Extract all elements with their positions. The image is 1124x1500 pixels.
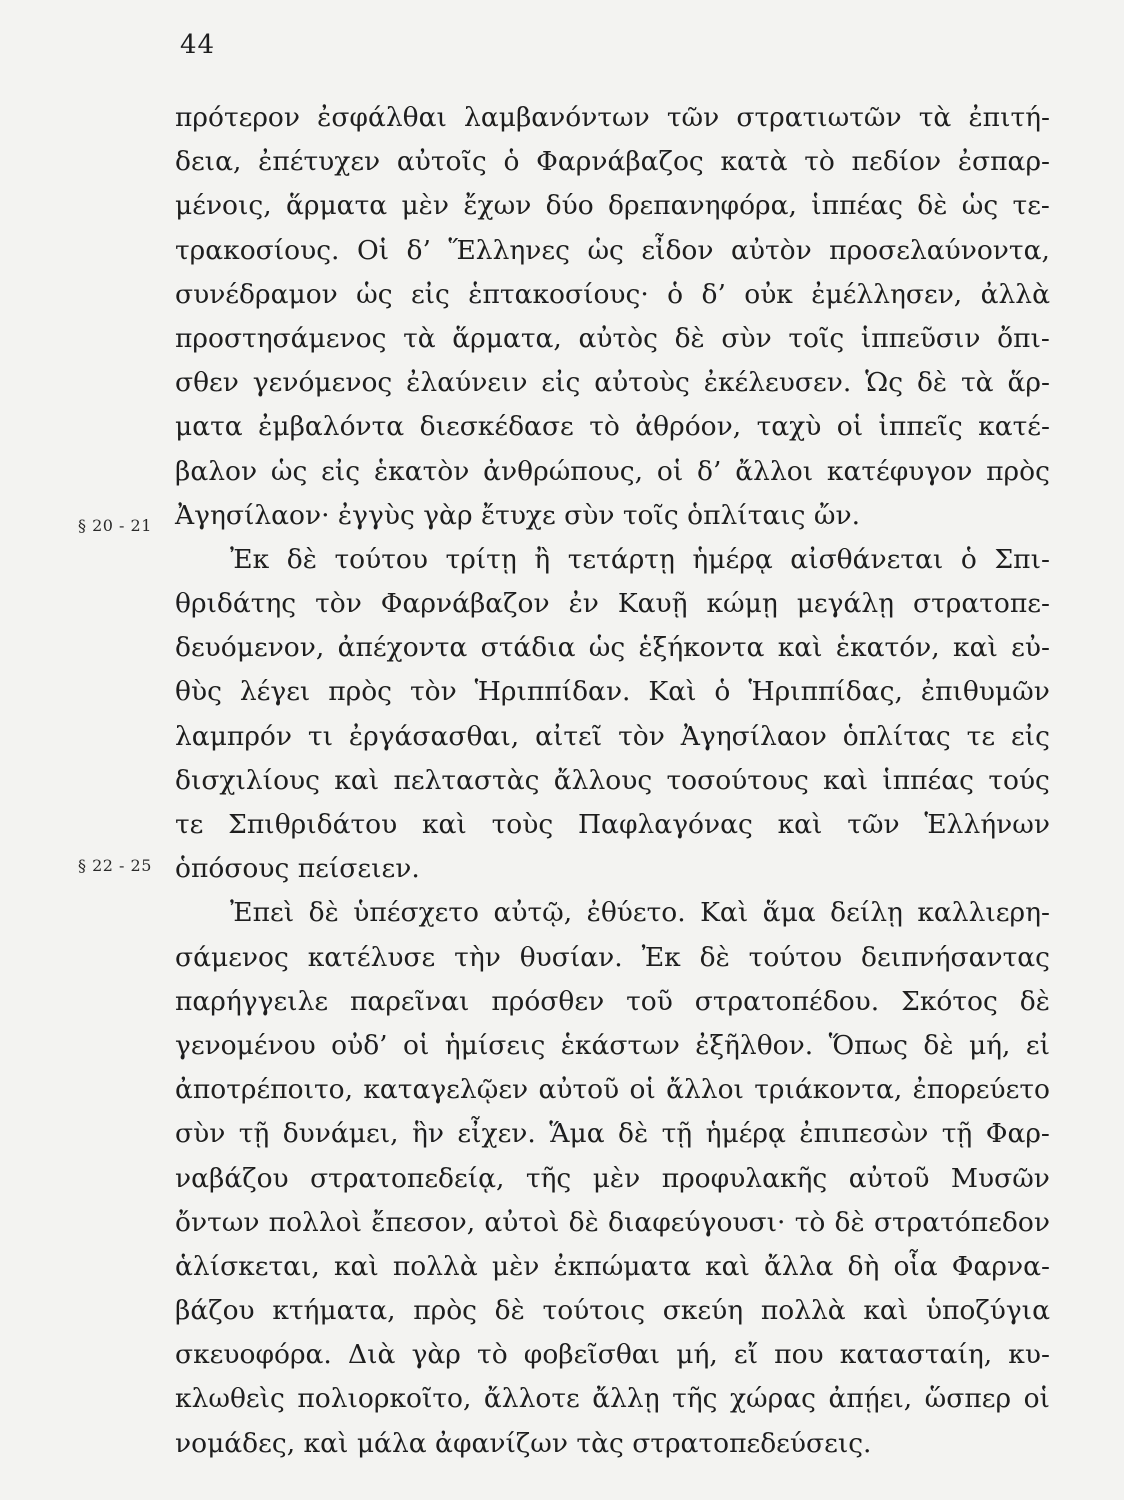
body-text <box>175 96 1050 1466</box>
text-line: Ἐπεὶ δὲ ὑπέσχετο αὐτῷ, ἐθύετο. Καὶ ἅμα δείλῃ καλλιερη- <box>230 897 1050 929</box>
margin-note-section-22-25: § 22 - 25 <box>78 856 152 875</box>
text-line: τρακοσίους. Οἱ δ’ Ἕλληνες ὡς εἶδον αὐτὸν προσελαύνοντα, <box>175 234 1050 266</box>
text-line: μένοις, ἅρματα μὲν ἔχων δύο δρεπανηφόρα, ἱππέας δὲ ὡς τε- <box>175 190 1050 222</box>
text-line: ναβάζου στρατοπεδείᾳ, τῆς μὲν προφυλακῆς αὐτοῦ Μυσῶν <box>175 1162 1050 1194</box>
text-line: παρήγγειλε παρεῖναι πρόσθεν τοῦ στρατοπέδου. Σκότος δὲ <box>175 985 1050 1017</box>
text-line: σθεν γενόμενος ἐλαύνειν εἰς αὐτοὺς ἐκέλευσεν. Ὡς δὲ τὰ ἅρ- <box>175 367 1050 399</box>
text-line: σὺν τῇ δυνάμει, ἣν εἶχεν. Ἅμα δὲ τῇ ἡμέρᾳ ἐπιπεσὼν τῇ Φαρ- <box>175 1118 1050 1150</box>
text-line: ἀποτρέποιτο, καταγελῷεν αὐτοῦ οἱ ἄλλοι τριάκοντα, ἐπορεύετο <box>175 1074 1050 1106</box>
page-number: 44 <box>180 30 216 60</box>
text-line: Ἀγησίλαον· ἐγγὺς γὰρ ἔτυχε σὺν τοῖς ὁπλίταις ὤν. <box>175 499 861 531</box>
text-line: ὄντων πολλοὶ ἔπεσον, αὐτοὶ δὲ διαφεύγουσι· τὸ δὲ στρατόπεδον <box>175 1206 1050 1238</box>
text-line: συνέδραμον ὡς εἰς ἑπτακοσίους· ὁ δ’ οὐκ ἐμέλλησεν, ἀλλὰ <box>175 278 1050 310</box>
text-line: σάμενος κατέλυσε τὴν θυσίαν. Ἐκ δὲ τούτου δειπνήσαντας <box>175 941 1050 973</box>
text-line: τε Σπιθριδάτου καὶ τοὺς Παφλαγόνας καὶ τῶν Ἑλλήνων <box>175 809 1050 840</box>
text-line: θὺς λέγει πρὸς τὸν Ἡριππίδαν. Καὶ ὁ Ἡριππίδας, ἐπιθυμῶν <box>175 676 1050 708</box>
margin-note-section-20-21: § 20 - 21 <box>78 516 152 535</box>
text-line: βάζου κτήματα, πρὸς δὲ τούτοις σκεύη πολλὰ καὶ ὑποζύγια <box>175 1295 1050 1327</box>
text-line: ὁπόσους πείσειεν. <box>175 853 420 885</box>
text-line: ἁλίσκεται, καὶ πολλὰ μὲν ἐκπώματα καὶ ἄλλα δὴ οἷα Φαρνα- <box>175 1250 1050 1282</box>
text-line: κλωθεὶς πολιορκοῖτο, ἄλλοτε ἄλλῃ τῆς χώρας ἀπῄει, ὥσπερ οἱ <box>175 1383 1050 1415</box>
text-line: δευόμενον, ἀπέχοντα στάδια ὡς ἑξήκοντα καὶ ἑκατόν, καὶ εὐ- <box>175 632 1050 664</box>
text-line: βαλον ὡς εἰς ἑκατὸν ἀνθρώπους, οἱ δ’ ἄλλοι κατέφυγον πρὸς <box>175 455 1050 487</box>
text-line: γενομένου οὐδ’ οἱ ἡμίσεις ἑκάστων ἐξῆλθον. Ὅπως δὲ μή, εἰ <box>175 1029 1050 1061</box>
text-line: δεια, ἐπέτυχεν αὐτοῖς ὁ Φαρνάβαζος κατὰ τὸ πεδίον ἐσπαρ- <box>175 146 1050 178</box>
text-line: νομάδες, καὶ μάλα ἀφανίζων τὰς στρατοπεδεύσεις. <box>175 1427 872 1459</box>
text-line: δισχιλίους καὶ πελταστὰς ἄλλους τοσούτους καὶ ἱππέας τούς <box>175 764 1050 796</box>
text-line: Ἐκ δὲ τούτου τρίτῃ ἢ τετάρτῃ ἡμέρᾳ αἰσθάνεται ὁ Σπι- <box>230 543 1050 575</box>
text-line: προστησάμενος τὰ ἅρματα, αὐτὸς δὲ σὺν τοῖς ἱππεῦσιν ὄπι- <box>175 322 1050 354</box>
text-line: λαμπρόν τι ἐργάσασθαι, αἰτεῖ τὸν Ἀγησίλαον ὁπλίτας τε εἰς <box>175 720 1050 752</box>
text-line: πρότερον ἐσφάλθαι λαμβανόντων τῶν στρατιωτῶν τὰ ἐπιτή- <box>175 102 1050 133</box>
text-line: ματα ἐμβαλόντα διεσκέδασε τὸ ἀθρόον, ταχὺ οἱ ἱππεῖς κατέ- <box>175 411 1050 443</box>
text-line: σκευοφόρα. Διὰ γὰρ τὸ φοβεῖσθαι μή, εἴ που κατασταίη, κυ- <box>175 1339 1050 1371</box>
text-line: θριδάτης τὸν Φαρνάβαζον ἐν Καυῇ κώμῃ μεγάλῃ στρατοπε- <box>175 588 1050 620</box>
